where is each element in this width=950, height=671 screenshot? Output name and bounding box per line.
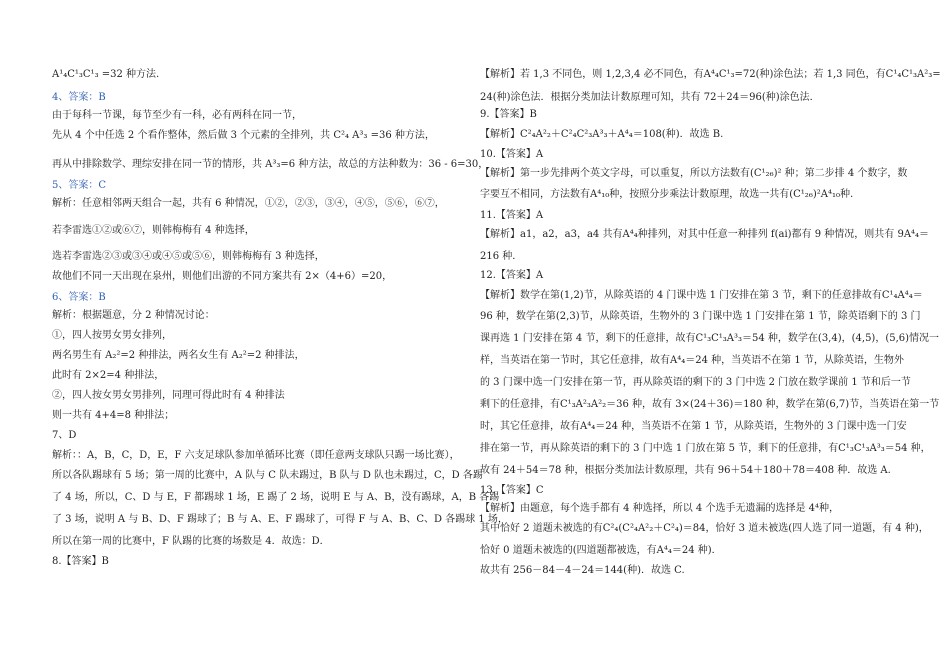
left-line-24: 8.【答案】B (52, 556, 109, 567)
right-line-8: 11.【答案】A (480, 210, 544, 221)
left-line-21: 了 4 场，所以，C、D 与 E，F 都踢球 1 场，E 踢了 2 场，说明 E 与 A、B，没有踢球，A，B 各踢 (52, 492, 500, 503)
right-line-14: 课再选 1 门安排在第 4 节，剩下的任意排，故有C¹₃C¹₃A³₃＝54 种，数学在(3,4)，(4,5)，(5,6)情况一 (480, 333, 940, 344)
left-line-13: ①，四人按男女男女排列， (52, 330, 172, 341)
right-line-18: 时，其它任意排，故有A⁴₄＝24 种，当英语不在第 1 节，从除英语，生物外的 3 门课中选一门安 (480, 421, 907, 432)
left-line-14: 两名男生有 A₂²=2 种排法，两名女生有 A₂²=2 种排法， (52, 350, 305, 361)
right-line-24: 恰好 0 道题未被选的(四道题都被选，有A⁴₄＝24 种)． (480, 545, 722, 556)
right-line-3: 9.【答案】B (480, 109, 537, 120)
left-line-15: 此时有 2×2=4 种排法， (52, 370, 165, 381)
right-line-10: 216 种． (480, 251, 523, 262)
left-line-17: 则一共有 4+4=8 种排法； (52, 410, 175, 421)
right-line-13: 96 种，数学在第(2,3)节，从除英语，生物外的 3 门课中选 1 门安排在第 1 节，除英语剩下的 3 门 (480, 311, 921, 322)
right-line-23: 其中恰好 2 道题未被选的有C²₄(C²₄A²₂＋C²₄)＝84，恰好 3 道未被选(四人选了同一道题，有 4 种)， (480, 523, 929, 534)
left-line-9: 选若李雷选②③或③④或④⑤或⑤⑥，则韩梅梅有 3 种选择， (52, 251, 325, 262)
left-line-20: 所以各队踢球有 5 场；第一周的比赛中，A 队与 C 队未踢过，B 队与 D 队也未踢过，C，D 各踢 (52, 470, 483, 481)
right-line-11: 12.【答案】A (480, 270, 544, 281)
right-line-20: 故有 24＋54＝78 种，根据分类加法计数原理，共有 96＋54＋180＋78＝408 种．故选 A. (480, 465, 891, 476)
right-line-17: 剩下的任意排，有C¹₃A²₃A²₂＝36 种，故有 3×(24＋36)＝180 种，数学在第(6,7)节，当英语在第一节 (480, 399, 940, 410)
right-line-9: 【解析】a1，a2，a3，a4 共有A⁴₄种排列，对其中任意一种排列 f(ai)都有 9 种情况，则共有 9A⁴₄＝ (480, 229, 930, 240)
right-line-7: 字要互不相同，方法数有A⁴₁₀种，按照分步乘法计数原理，故选一共有(C¹₂₆)²A⁴₁₀种. (480, 189, 854, 200)
left-line-2: 4、答案：B (52, 92, 106, 103)
left-line-10: 故他们不同一天出现在泉州，则他们出游的不同方案共有 2×（4+6）=20， (52, 271, 393, 282)
right-line-1: 【解析】若 1,3 不同色，则 1,2,3,4 必不同色，有A⁴₄C¹₃=72(种)涂色法；若 1,3 同色，有C¹₄C¹₃A²₃= (480, 69, 941, 80)
right-line-22: 【解析】由题意，每个选手都有 4 种选择，所以 4 个选手无遗漏的选择是 4⁴种， (480, 503, 839, 514)
left-line-1: A¹₄C¹₃C¹₃ =32 种方法. (52, 69, 160, 80)
right-line-2: 24(种)涂色法．根据分类加法计数原理可知，共有 72＋24＝96(种)涂色法． (480, 92, 820, 103)
left-line-4: 先从 4 个中任选 2 个看作整体，然后做 3 个元素的全排列，共 C²₄ A³₃ =36 种方法， (52, 130, 435, 141)
left-line-8: 若李雷选①②或⑥⑦，则韩梅梅有 4 种选择， (52, 225, 255, 236)
left-line-23: 所以在第一周的比赛中，F 队踢的比赛的场数是 4．故选：D． (52, 536, 330, 547)
right-line-6: 【解析】第一步先排两个英文字母，可以重复，所以方法数有(C¹₂₆)² 种；第二步排 4 个数字，数 (480, 168, 908, 179)
left-line-12: 解析：根据题意，分 2 种情况讨论： (52, 310, 215, 321)
left-line-3: 由于每科一节课，每节至少有一科，必有两科在同一节， (52, 110, 302, 121)
left-line-18: 7、D (52, 430, 77, 441)
right-line-25: 故共有 256－84－4－24＝144(种)．故选 C. (480, 565, 685, 576)
left-line-7: 解析：任意相邻两天组合一起，共有 6 种情况，①②，②③，③④，④⑤，⑤⑥，⑥⑦， (52, 198, 445, 209)
right-line-5: 10.【答案】A (480, 149, 544, 160)
right-line-16: 的 3 门课中选一门安排在第一节，再从除英语的剩下的 3 门中选 2 门放在数学课前 1 节和后一节 (480, 377, 911, 388)
right-line-12: 【解析】数学在第(1,2)节，从除英语的 4 门课中选 1 门安排在第 3 节，剩下的任意排故有C¹₄A⁴₄＝ (480, 290, 923, 301)
left-line-6: 5、答案：C (52, 180, 107, 191)
left-line-19: 解析：：A，B，C，D，E，F 六支足球队参加单循环比赛（即任意两支球队只踢一场比赛）， (52, 450, 460, 461)
right-line-15: 样，当英语在第一节时，其它任意排，故有A⁴₄＝24 种，当英语不在第 1 节，从除英语，生物外 (480, 355, 904, 366)
left-line-16: ②，四人按女男女男排列，同理可得此时有 4 种排法 (52, 390, 285, 401)
left-line-5: 再从中排除数学、理综安排在同一节的情形，共 A³₃=6 种方法，故总的方法种数为：36 - 6=30， (52, 159, 489, 170)
right-line-4: 【解析】C²₄A²₂＋C²₄C²₃A³₃＋A⁴₄＝108(种)．故选 B. (480, 129, 724, 140)
right-line-19: 排在第一节，再从除英语的剩下的 3 门中选 1 门放在第 5 节，剩下的任意排，有C¹₃C¹₃A³₃＝54 种， (480, 443, 931, 454)
left-line-22: 了 3 场，说明 A 与 B、D、F 踢球了；B 与 A、E、F 踢球了，可得 F 与 A、B、C、D 各踢球 1 场， (52, 514, 508, 525)
right-line-21: 13.【答案】C (480, 485, 544, 496)
left-line-11: 6、答案：B (52, 292, 106, 303)
